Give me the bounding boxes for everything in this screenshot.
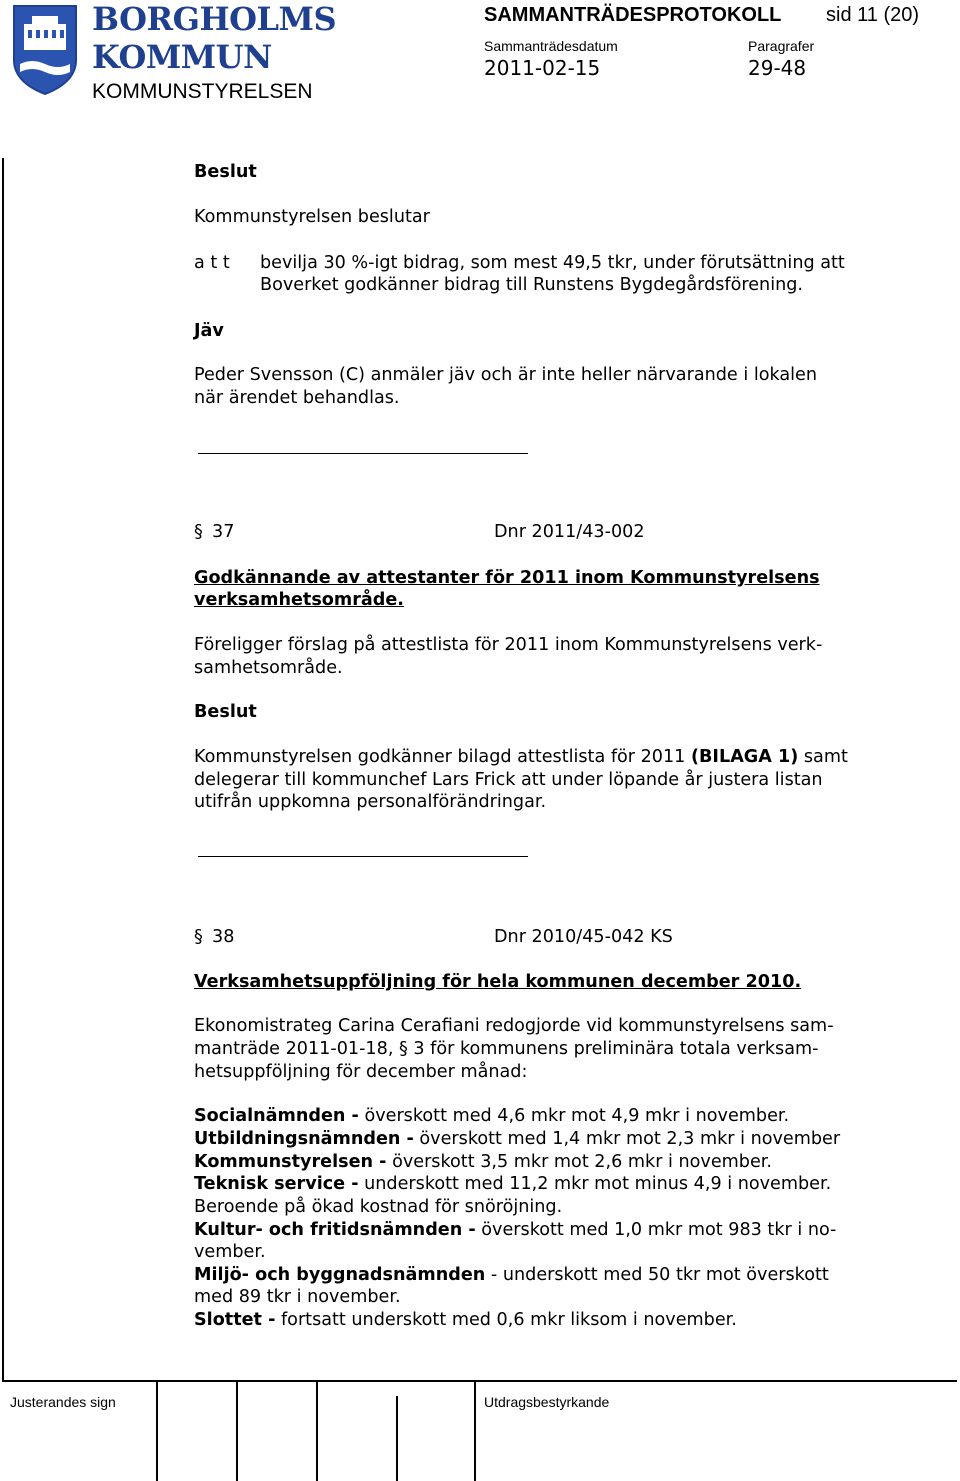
committee-result: överskott med 1,0 mkr mot 983 tkr i no- — [475, 1220, 837, 1240]
committee-result: underskott med 11,2 mkr mot minus 4,9 i november. — [358, 1174, 832, 1194]
decision-line1 — [194, 746, 848, 769]
section-body-line2-b: 3 för kommunens preliminära totala verksam- — [407, 1039, 819, 1059]
decision-intro: Kommunstyrelsen beslutar — [194, 207, 430, 227]
committee-name: Socialnämnden - — [194, 1106, 359, 1126]
left-margin-rule — [2, 158, 4, 1381]
paragraphs-label: Paragrafer — [748, 38, 815, 54]
committee-name: Utbildningsnämnden - — [194, 1129, 414, 1149]
case-number: Dnr 2010/45-042 KS — [494, 927, 673, 947]
decision-text-line1: bevilja 30 %-igt bidrag, som mest 49,5 tkr, under förutsättning att — [260, 253, 845, 273]
municipality-logo — [10, 2, 80, 96]
footer-column-divider — [474, 1382, 476, 1481]
committee-name: Kultur- och fritidsnämnden - — [194, 1220, 476, 1240]
conflict-text-line2: när ärendet behandlas. — [194, 388, 400, 408]
brand-name-line2: KOMMUN — [92, 38, 272, 76]
decision-text-line2: Boverket godkänner bidrag till Runstens Bygdegårdsförening. — [260, 275, 804, 295]
committee-name: Kommunstyrelsen - — [194, 1152, 387, 1172]
committee-result: Beroende på ökad kostnad för snöröjning. — [194, 1197, 563, 1217]
list-item — [194, 1128, 840, 1151]
meeting-date-label: Sammanträdesdatum — [484, 38, 618, 54]
page-number: sid 11 (20) — [826, 4, 920, 26]
brand-name-line1: BORGHOLMS — [92, 0, 337, 38]
section-body-line2-a: manträde 2011-01-18, — [194, 1039, 399, 1059]
section-separator — [198, 856, 528, 857]
paragraph-sign: § — [194, 522, 203, 542]
signature-label: Justerandes sign — [10, 1394, 116, 1410]
footer-signature-box — [316, 1382, 318, 1481]
decision-heading: Beslut — [194, 162, 257, 182]
committee-result: överskott med 1,4 mkr mot 2,3 mkr i november — [413, 1129, 841, 1149]
att-label: a t t — [194, 253, 230, 273]
footer-signature-box — [396, 1396, 398, 1481]
committee-result: - underskott med 50 tkr mot överskott — [485, 1265, 829, 1285]
committee-result: överskott 3,5 mkr mot 2,6 mkr i november. — [386, 1152, 773, 1172]
paragraphs-range: 29-48 — [748, 56, 807, 80]
section-body-line1: Ekonomistrateg Carina Cerafiani redogjorde vid kommunstyrelsens sam- — [194, 1016, 834, 1036]
section-title-line1: Godkännande av attestanter för 2011 inom Kommunstyrelsens — [194, 568, 820, 588]
section-title-line2: verksamhetsområde. — [194, 590, 404, 610]
committee-name: Miljö- och byggnadsnämnden — [194, 1265, 486, 1285]
committee-name: Teknisk service - — [194, 1174, 359, 1194]
paragraph-number: 38 — [212, 927, 235, 947]
paragraph-sign: § — [399, 1039, 408, 1059]
conflict-heading: Jäv — [194, 321, 224, 341]
committee-result: fortsatt underskott med 0,6 mkr liksom i november. — [275, 1310, 737, 1330]
section-body-line1: Föreligger förslag på attestlista för 2011 inom Kommunstyrelsens verk- — [194, 635, 823, 655]
list-item — [194, 1196, 562, 1219]
committee-result: överskott med 4,6 mkr mot 4,9 mkr i november. — [358, 1106, 790, 1126]
committee-result: vember. — [194, 1242, 266, 1262]
decision-line3: utifrån uppkomna personalförändringar. — [194, 792, 547, 812]
list-item — [194, 1105, 789, 1128]
decision-line1-text: Kommunstyrelsen godkänner bilagd attestlista för 2011 — [194, 747, 691, 767]
list-item — [194, 1219, 836, 1242]
footer-signature-box — [236, 1382, 238, 1481]
paragraph-sign: § — [194, 927, 203, 947]
decision-line2: delegerar till kommunchef Lars Frick att under löpande år justera listan — [194, 770, 823, 790]
meeting-date: 2011-02-15 — [484, 56, 601, 80]
list-item — [194, 1151, 772, 1174]
paragraph-number: 37 — [212, 522, 235, 542]
list-item — [194, 1286, 401, 1309]
section-separator — [198, 453, 528, 454]
footer-rule — [2, 1380, 957, 1382]
list-item — [194, 1309, 737, 1332]
committee-name: Slottet - — [194, 1310, 276, 1330]
section-body-line2: samhetsområde. — [194, 658, 343, 678]
decision-heading: Beslut — [194, 702, 257, 722]
section-body-line3: hetsuppföljning för december månad: — [194, 1062, 528, 1082]
list-item — [194, 1264, 829, 1287]
footer-signature-box — [156, 1382, 158, 1481]
section-body-line2 — [194, 1038, 818, 1061]
section-title: Verksamhetsuppföljning för hela kommunen december 2010. — [194, 972, 802, 992]
case-number: Dnr 2011/43-002 — [494, 522, 645, 542]
attachment-reference: (BILAGA 1) — [690, 747, 799, 767]
list-item — [194, 1241, 266, 1264]
committee-result: med 89 tkr i november. — [194, 1287, 401, 1307]
conflict-text-line1: Peder Svensson (C) anmäler jäv och är inte heller närvarande i lokalen — [194, 365, 817, 385]
certification-label: Utdragsbestyrkande — [484, 1394, 610, 1410]
decision-line1-tail: samt — [798, 747, 848, 767]
department-name: KOMMUNSTYRELSEN — [92, 80, 313, 103]
document-type: SAMMANTRÄDESPROTOKOLL — [484, 4, 782, 26]
list-item — [194, 1173, 831, 1196]
